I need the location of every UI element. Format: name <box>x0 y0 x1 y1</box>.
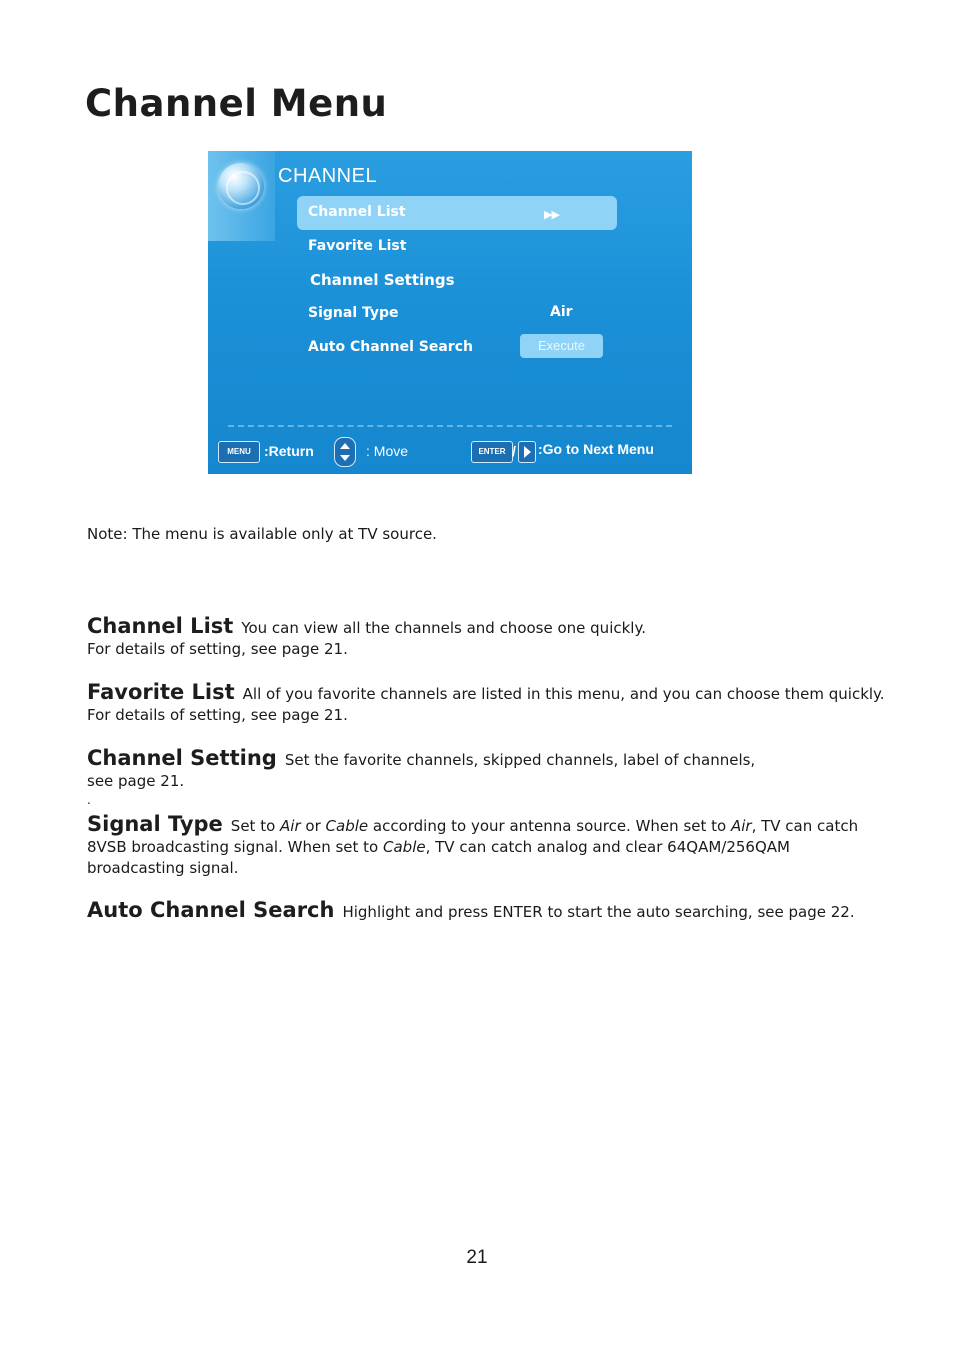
section-text: Highlight and press ENTER to start the auto searching, see page 22. <box>342 903 855 921</box>
section-text-2: see page 21. <box>87 772 185 790</box>
section-text-2: For details of setting, see page 21. <box>87 640 348 658</box>
slash-separator: / <box>512 443 516 459</box>
section-text: , TV can catch analog and clear 64QAM/256QAM broadcasting signal. <box>87 838 790 877</box>
section-heading: Auto Channel Search <box>87 898 335 922</box>
section-channel-setting <box>87 748 887 792</box>
section-text: , TV can catch 8VSB broadcasting signal. When set to <box>87 817 859 856</box>
osd-divider <box>228 425 672 427</box>
page-number: 21 <box>466 1247 488 1268</box>
section-text: or <box>300 817 326 835</box>
osd-header: CHANNEL <box>278 165 378 187</box>
section-text: All of you favorite channels are listed in this menu, and you can choose them quickly. For details of setting, see page 21. <box>87 685 885 724</box>
signal-type-value: Air <box>550 304 573 320</box>
osd-item-auto-channel-search[interactable]: Auto Channel Search <box>308 339 473 355</box>
section-text: according to your antenna source. When set to <box>368 817 731 835</box>
return-hint: :Return <box>264 443 314 459</box>
section-text: You can view all the channels and choose one quickly. <box>241 619 646 637</box>
section-auto-channel-search <box>87 900 907 923</box>
osd-item-favorite-list[interactable]: Favorite List <box>308 238 407 254</box>
air-term: Air <box>280 817 301 835</box>
source-note: Note: The menu is available only at TV source. <box>87 525 437 543</box>
section-signal-type <box>87 814 867 879</box>
section-heading: Signal Type <box>87 812 223 836</box>
globe-icon <box>218 163 264 209</box>
section-channel-list <box>87 616 887 660</box>
section-heading: Favorite List <box>87 680 235 704</box>
stray-dot: . <box>87 793 91 807</box>
section-heading: Channel List <box>87 614 234 638</box>
osd-side-panel <box>208 151 275 241</box>
enter-key-icon: ENTER <box>471 441 513 463</box>
cable-term: Cable <box>325 817 369 835</box>
section-text: Set to <box>230 817 281 835</box>
air-term: Air <box>730 817 752 835</box>
osd-item-channel-list-label: Channel List <box>308 204 406 220</box>
menu-key-icon: MENU <box>218 441 260 463</box>
up-down-arrow-icon <box>334 437 356 467</box>
osd-item-channel-settings[interactable]: Channel Settings <box>310 271 455 289</box>
section-heading: Channel Setting <box>87 746 277 770</box>
page-title: Channel Menu <box>85 82 388 125</box>
move-hint: : Move <box>366 443 409 459</box>
channel-osd-panel <box>208 151 692 474</box>
double-chevron-right-icon: ▶▶ <box>544 208 559 221</box>
next-menu-hint: :Go to Next Menu <box>538 441 654 457</box>
right-arrow-key-icon <box>518 441 536 463</box>
section-text: Set the favorite channels, skipped channels, label of channels, <box>284 751 756 769</box>
cable-term: Cable <box>383 838 426 856</box>
section-favorite-list <box>87 682 887 726</box>
execute-button[interactable]: Execute <box>520 334 603 358</box>
osd-item-signal-type[interactable]: Signal Type <box>308 305 399 321</box>
